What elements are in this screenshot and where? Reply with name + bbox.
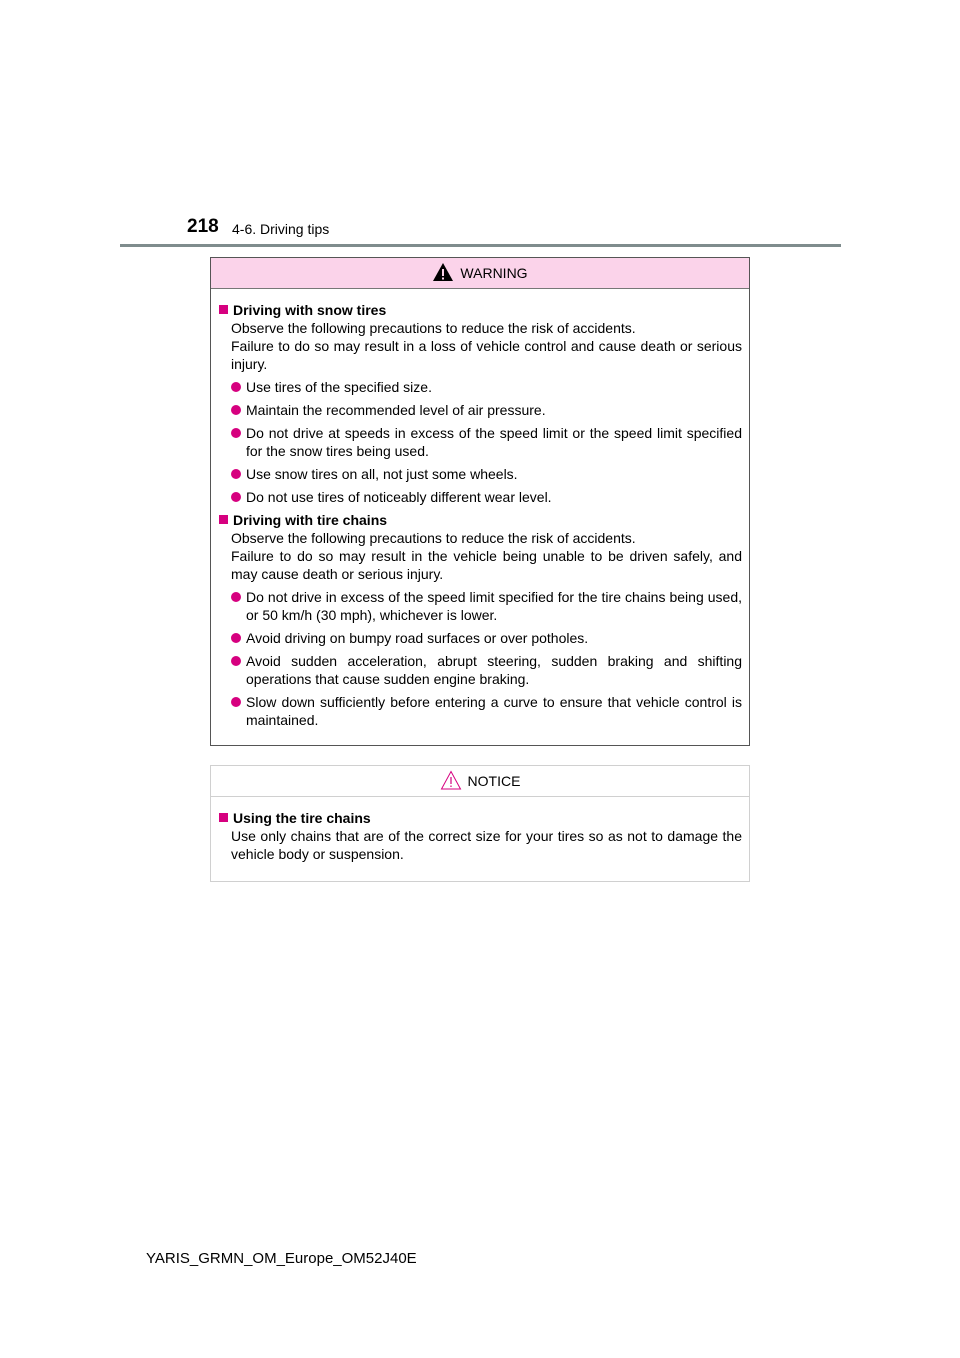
list-item: Do not use tires of noticeably different wear level.	[231, 488, 742, 506]
list-item: Do not drive at speeds in excess of the speed limit or the speed limit specified for the snow tires being used.	[231, 424, 742, 460]
section-heading-snow-tires: Driving with snow tires	[219, 301, 742, 319]
section-heading-tire-chains: Driving with tire chains	[219, 511, 742, 529]
list-item: Avoid sudden acceleration, abrupt steering, sudden braking and shifting operations that cause sudden engine braking.	[231, 652, 742, 688]
square-bullet-icon	[219, 305, 228, 314]
list-item: Use snow tires on all, not just some wheels.	[231, 465, 742, 483]
warning-box	[210, 257, 750, 746]
round-bullet-icon	[231, 697, 241, 707]
warning-triangle-icon	[432, 262, 454, 282]
warning-title: WARNING	[460, 265, 528, 281]
round-bullet-icon	[231, 656, 241, 666]
section-heading-using-chains: Using the tire chains	[219, 809, 742, 827]
page-number: 218	[187, 216, 219, 237]
list-item: Use tires of the specified size.	[231, 378, 742, 396]
paragraph-using-chains: Use only chains that are of the correct size for your tires so as not to damage the vehicle body or suspension.	[231, 828, 742, 862]
notice-header	[211, 766, 749, 797]
round-bullet-icon	[231, 633, 241, 643]
section-title: 4-6. Driving tips	[232, 221, 330, 237]
bullet-list-snow-tires	[219, 378, 742, 506]
round-bullet-icon	[231, 382, 241, 392]
list-item: Avoid driving on bumpy road surfaces or over potholes.	[231, 629, 742, 647]
document-id: YARIS_GRMN_OM_Europe_OM52J40E	[146, 1250, 417, 1267]
list-item: Do not drive in excess of the speed limit specified for the tire chains being used, or 50 km/h (30 mph), whichever is lower.	[231, 588, 742, 624]
round-bullet-icon	[231, 405, 241, 415]
round-bullet-icon	[231, 428, 241, 438]
warning-body	[211, 289, 749, 729]
paragraph-snow-tires: Observe the following precautions to reduce the risk of accidents. Failure to do so may result in a loss of vehicle control and cause death or serious injury.	[231, 320, 742, 372]
notice-box	[210, 765, 750, 882]
bullet-list-tire-chains	[219, 588, 742, 729]
round-bullet-icon	[231, 492, 241, 502]
page-header	[0, 0, 960, 250]
square-bullet-icon	[219, 813, 228, 822]
notice-title: NOTICE	[467, 773, 521, 789]
caution-triangle-icon	[440, 770, 462, 790]
list-item: Maintain the recommended level of air pressure.	[231, 401, 742, 419]
header-rule	[120, 244, 841, 247]
paragraph-tire-chains: Observe the following precautions to reduce the risk of accidents. Failure to do so may result in the vehicle being unable to be driven safely, and may cause death or serious injury.	[231, 530, 742, 582]
round-bullet-icon	[231, 592, 241, 602]
notice-body	[211, 797, 749, 863]
round-bullet-icon	[231, 469, 241, 479]
square-bullet-icon	[219, 515, 228, 524]
warning-header	[211, 258, 749, 289]
list-item: Slow down sufficiently before entering a curve to ensure that vehicle control is maintained.	[231, 693, 742, 729]
